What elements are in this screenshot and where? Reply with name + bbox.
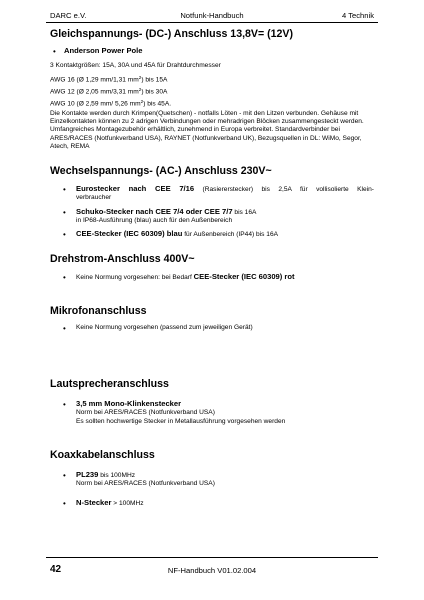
ac-item-cee-blue: CEE-Stecker (IEC 60309) blau für Außenbereich (IP44) bis 16A	[76, 229, 279, 238]
bullet: •	[63, 499, 66, 508]
page-number: 42	[50, 564, 62, 575]
bullet: •	[63, 230, 66, 239]
section-title-coax: Koaxkabelanschluss	[50, 449, 155, 461]
dc-paragraph: Die Kontakte werden durch Krimpen(Quetschen) - notfalls Löten - mit den Litzen verbunden. Gehäuse mit Einzelkontakten können zu 2 adrigen Verbindungen oder mehradrigen Blöcken zusammengesteckt werden. Umfangreiches Montagezubehör erhältlich, zunehmend in Europa verbreitet. Standardverbinder bei ARES/RACES (Notfunkverband USA), RAYNET (Notfunkverband UK), Bezugsquellen in DL: WiMo, Segor, Atech, REMA	[50, 110, 364, 150]
coax-item-pl239-line2: Norm bei ARES/RACES (Notfunkverband USA)	[76, 480, 215, 487]
bullet: •	[63, 324, 66, 333]
header-left: DARC e.V.	[50, 11, 87, 20]
ac-item-eurostecker: Eurostecker nach CEE 7/16 (Rasiererstecker) bis 2,5A für vollisolierte Klein-	[76, 184, 374, 193]
bullet: •	[63, 471, 66, 480]
bullet: •	[63, 208, 66, 217]
ac-item-schuko: Schuko-Stecker nach CEE 7/4 oder CEE 7/7 bis 16A	[76, 207, 257, 216]
header-right: 4 Technik	[342, 11, 374, 20]
section-title-mic: Mikrofonanschluss	[50, 305, 147, 317]
section-title-three-phase: Drehstrom-Anschluss 400V~	[50, 253, 195, 265]
dc-bullet-label: Anderson Power Pole	[64, 46, 143, 55]
speaker-item-bold: 3,5 mm Mono-Klinkenstecker	[76, 399, 182, 408]
bullet: •	[53, 47, 56, 56]
ac-item-eurostecker-line2: verbraucher	[76, 194, 112, 201]
header-center: Notfunk-Handbuch	[180, 11, 244, 20]
footer-center: NF-Handbuch V01.02.004	[167, 566, 257, 575]
speaker-item-line3: Es sollten hochwertige Stecker in Metallausführung vorgesehen werden	[76, 418, 286, 425]
section-title-dc: Gleichspannungs- (DC-) Anschluss 13,8V= (12V)	[50, 28, 294, 40]
section-title-ac: Wechselspannungs- (AC-) Anschluss 230V~	[50, 165, 272, 177]
dc-awg12: AWG 12 (Ø 2,05 mm/3,31 $mm^2$) bis 30A	[50, 87, 168, 96]
dc-awg16: AWG 16 (Ø 1,29 mm/1,31 $mm^2$) bis 15A	[50, 75, 168, 84]
coax-item-n-stecker: N-Stecker > 100MHz	[76, 498, 144, 507]
three-phase-item: Keine Normung vorgesehen: bei Bedarf CEE-Stecker (IEC 60309) rot	[76, 272, 295, 281]
header-rule	[46, 22, 378, 23]
footer-rule	[46, 557, 378, 558]
bullet: •	[63, 273, 66, 282]
bullet: •	[63, 185, 66, 194]
dc-awg10: AWG 10 (Ø 2,59 mm/ 5,26 $mm^2$) bis 45A.	[50, 99, 172, 108]
ac-item-schuko-line2: in IP68-Ausführung (blau) auch für den Außenbereich	[76, 217, 233, 224]
bullet: •	[63, 400, 66, 409]
dc-line1: 3 Kontaktgrößen: 15A, 30A und 45A für Drahtdurchmesser	[50, 62, 221, 69]
coax-item-pl239: PL239 bis 100MHz	[76, 470, 136, 479]
section-title-speaker: Lautsprecheranschluss	[50, 378, 169, 390]
speaker-item-line2: Norm bei ARES/RACES (Notfunkverband USA)	[76, 409, 215, 416]
mic-item: Keine Normung vorgesehen (passend zum jeweiligen Gerät)	[76, 324, 253, 331]
